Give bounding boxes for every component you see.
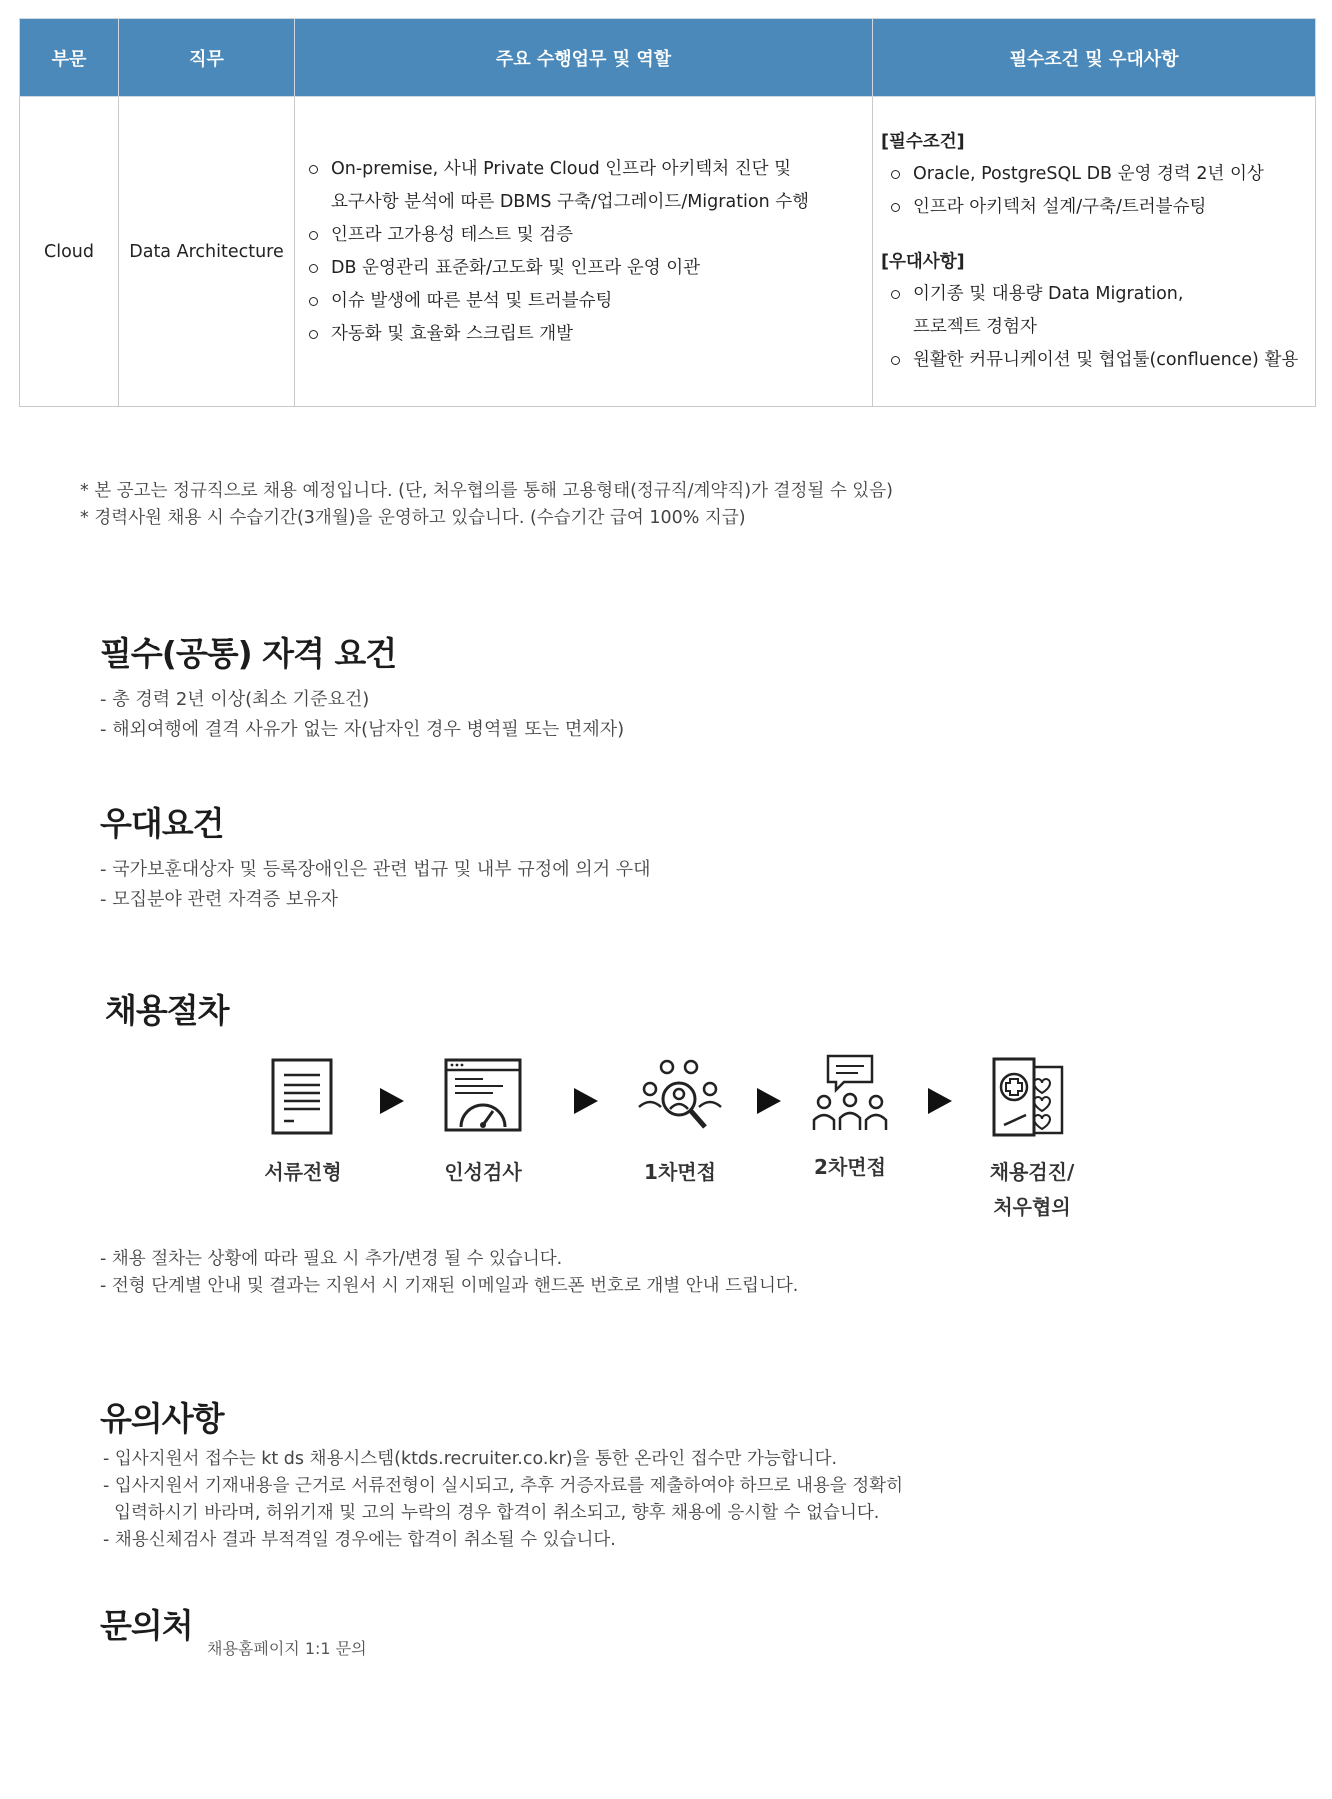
- qualifications-list: [100, 685, 624, 745]
- contact-subtitle: 채용홈페이지 1:1 문의: [207, 1639, 367, 1658]
- list-item: - 입사지원서 기재내용을 근거로 서류전형이 실시되고, 추후 거증자료를 제출하여야 하므로 내용을 정확히: [103, 1476, 903, 1496]
- preferred-item: 원활한 커뮤니케이션 및 협업툴(confluence) 활용: [891, 344, 1315, 377]
- cell-duties: [295, 97, 873, 407]
- step-label-line2: 처우협의: [993, 1195, 1071, 1219]
- step-label: 2차면접: [814, 1155, 886, 1179]
- medical-chart-icon: [990, 1055, 1074, 1139]
- preferences-title: 우대요건: [100, 804, 224, 843]
- required-list: [881, 158, 1315, 224]
- step-label: 서류전형: [264, 1160, 342, 1184]
- header-requirements: 필수조건 및 우대사항: [873, 19, 1316, 97]
- job-table: [19, 18, 1316, 407]
- employment-notes: [80, 478, 893, 532]
- list-item: - 모집분야 관련 자격증 보유자: [100, 889, 339, 910]
- duty-item: On-premise, 사내 Private Cloud 인프라 아키텍처 진단 및 요구사항 분석에 따른 DBMS 구축/업그레이드/Migration 수행: [309, 153, 872, 219]
- header-duties: 주요 수행업무 및 역할: [295, 19, 873, 97]
- note-line: * 본 공고는 정규직으로 채용 예정입니다. (단, 처우협의를 통해 고용형태(정규직/계약직)가 결정될 수 있음): [80, 481, 893, 501]
- list-item: 입력하시기 바라며, 허위기재 및 고의 누락의 경우 합격이 취소되고, 향후 채용에 응시할 수 없습니다.: [103, 1503, 880, 1523]
- people-search-icon: [635, 1057, 725, 1137]
- step-first-interview: [595, 1057, 765, 1190]
- qualifications-title: 필수(공통) 자격 요건: [100, 634, 397, 673]
- required-item: 인프라 아키텍처 설계/구축/트러블슈팅: [891, 191, 1315, 224]
- duty-item: DB 운영관리 표준화/고도화 및 인프라 운영 이관: [309, 252, 872, 285]
- cell-division: Cloud: [20, 97, 119, 407]
- list-item: - 전형 단계별 안내 및 결과는 지원서 시 기재된 이메일과 핸드폰 번호로 개별 안내 드립니다.: [100, 1276, 799, 1296]
- list-item: - 채용 절차는 상황에 따라 필요 시 추가/변경 될 수 있습니다.: [100, 1249, 563, 1269]
- step-label: 인성검사: [444, 1160, 522, 1184]
- step-second-interview: [765, 1052, 935, 1185]
- cell-job: Data Architecture: [119, 97, 295, 407]
- duty-item: 자동화 및 효율화 스크립트 개발: [309, 318, 872, 351]
- preferred-list: [881, 278, 1315, 377]
- required-heading: [필수조건]: [881, 132, 965, 152]
- preferred-heading: [우대사항]: [881, 252, 965, 272]
- caution-title: 유의사항: [100, 1399, 224, 1438]
- list-item: - 입사지원서 접수는 kt ds 채용시스템(ktds.recruiter.co.kr)을 통한 온라인 접수만 가능합니다.: [103, 1449, 838, 1469]
- process-notes: [100, 1246, 798, 1300]
- document-icon: [270, 1057, 336, 1137]
- header-job: 직무: [119, 19, 295, 97]
- preferred-item: 이기종 및 대용량 Data Migration, 프로젝트 경험자: [891, 278, 1315, 344]
- list-item: - 채용신체검사 결과 부적격일 경우에는 합격이 취소될 수 있습니다.: [103, 1530, 616, 1550]
- header-division: 부문: [20, 19, 119, 97]
- required-item: Oracle, PostgreSQL DB 운영 경력 2년 이상: [891, 158, 1315, 191]
- gauge-icon: [443, 1057, 523, 1137]
- step-label: [947, 1155, 1117, 1225]
- cell-requirements: [873, 97, 1316, 407]
- contact-title: 문의처: [100, 1606, 193, 1645]
- group-chat-icon: [810, 1052, 890, 1137]
- step-label: 1차면접: [644, 1160, 716, 1184]
- list-item: - 총 경력 2년 이상(최소 기준요건): [100, 689, 370, 710]
- duties-list: [295, 153, 872, 351]
- table-row: [20, 97, 1316, 407]
- note-line: * 경력사원 채용 시 수습기간(3개월)을 운영하고 있습니다. (수습기간 급여 100% 지급): [80, 508, 746, 528]
- step-personality-test: [398, 1057, 568, 1190]
- step-label-line1: 채용검진/: [989, 1160, 1075, 1184]
- duty-item: 인프라 고가용성 테스트 및 검증: [309, 219, 872, 252]
- step-document-screening: [218, 1057, 388, 1190]
- preferences-list: [100, 855, 651, 915]
- list-item: - 해외여행에 결격 사유가 없는 자(남자인 경우 병역필 또는 면제자): [100, 719, 625, 740]
- list-item: - 국가보훈대상자 및 등록장애인은 관련 법규 및 내부 규정에 의거 우대: [100, 859, 651, 880]
- table-header-row: [20, 19, 1316, 97]
- caution-list: [103, 1446, 903, 1554]
- process-title: 채용절차: [105, 991, 229, 1030]
- step-health-check: [947, 1055, 1117, 1225]
- duty-item: 이슈 발생에 따른 분석 및 트러블슈팅: [309, 285, 872, 318]
